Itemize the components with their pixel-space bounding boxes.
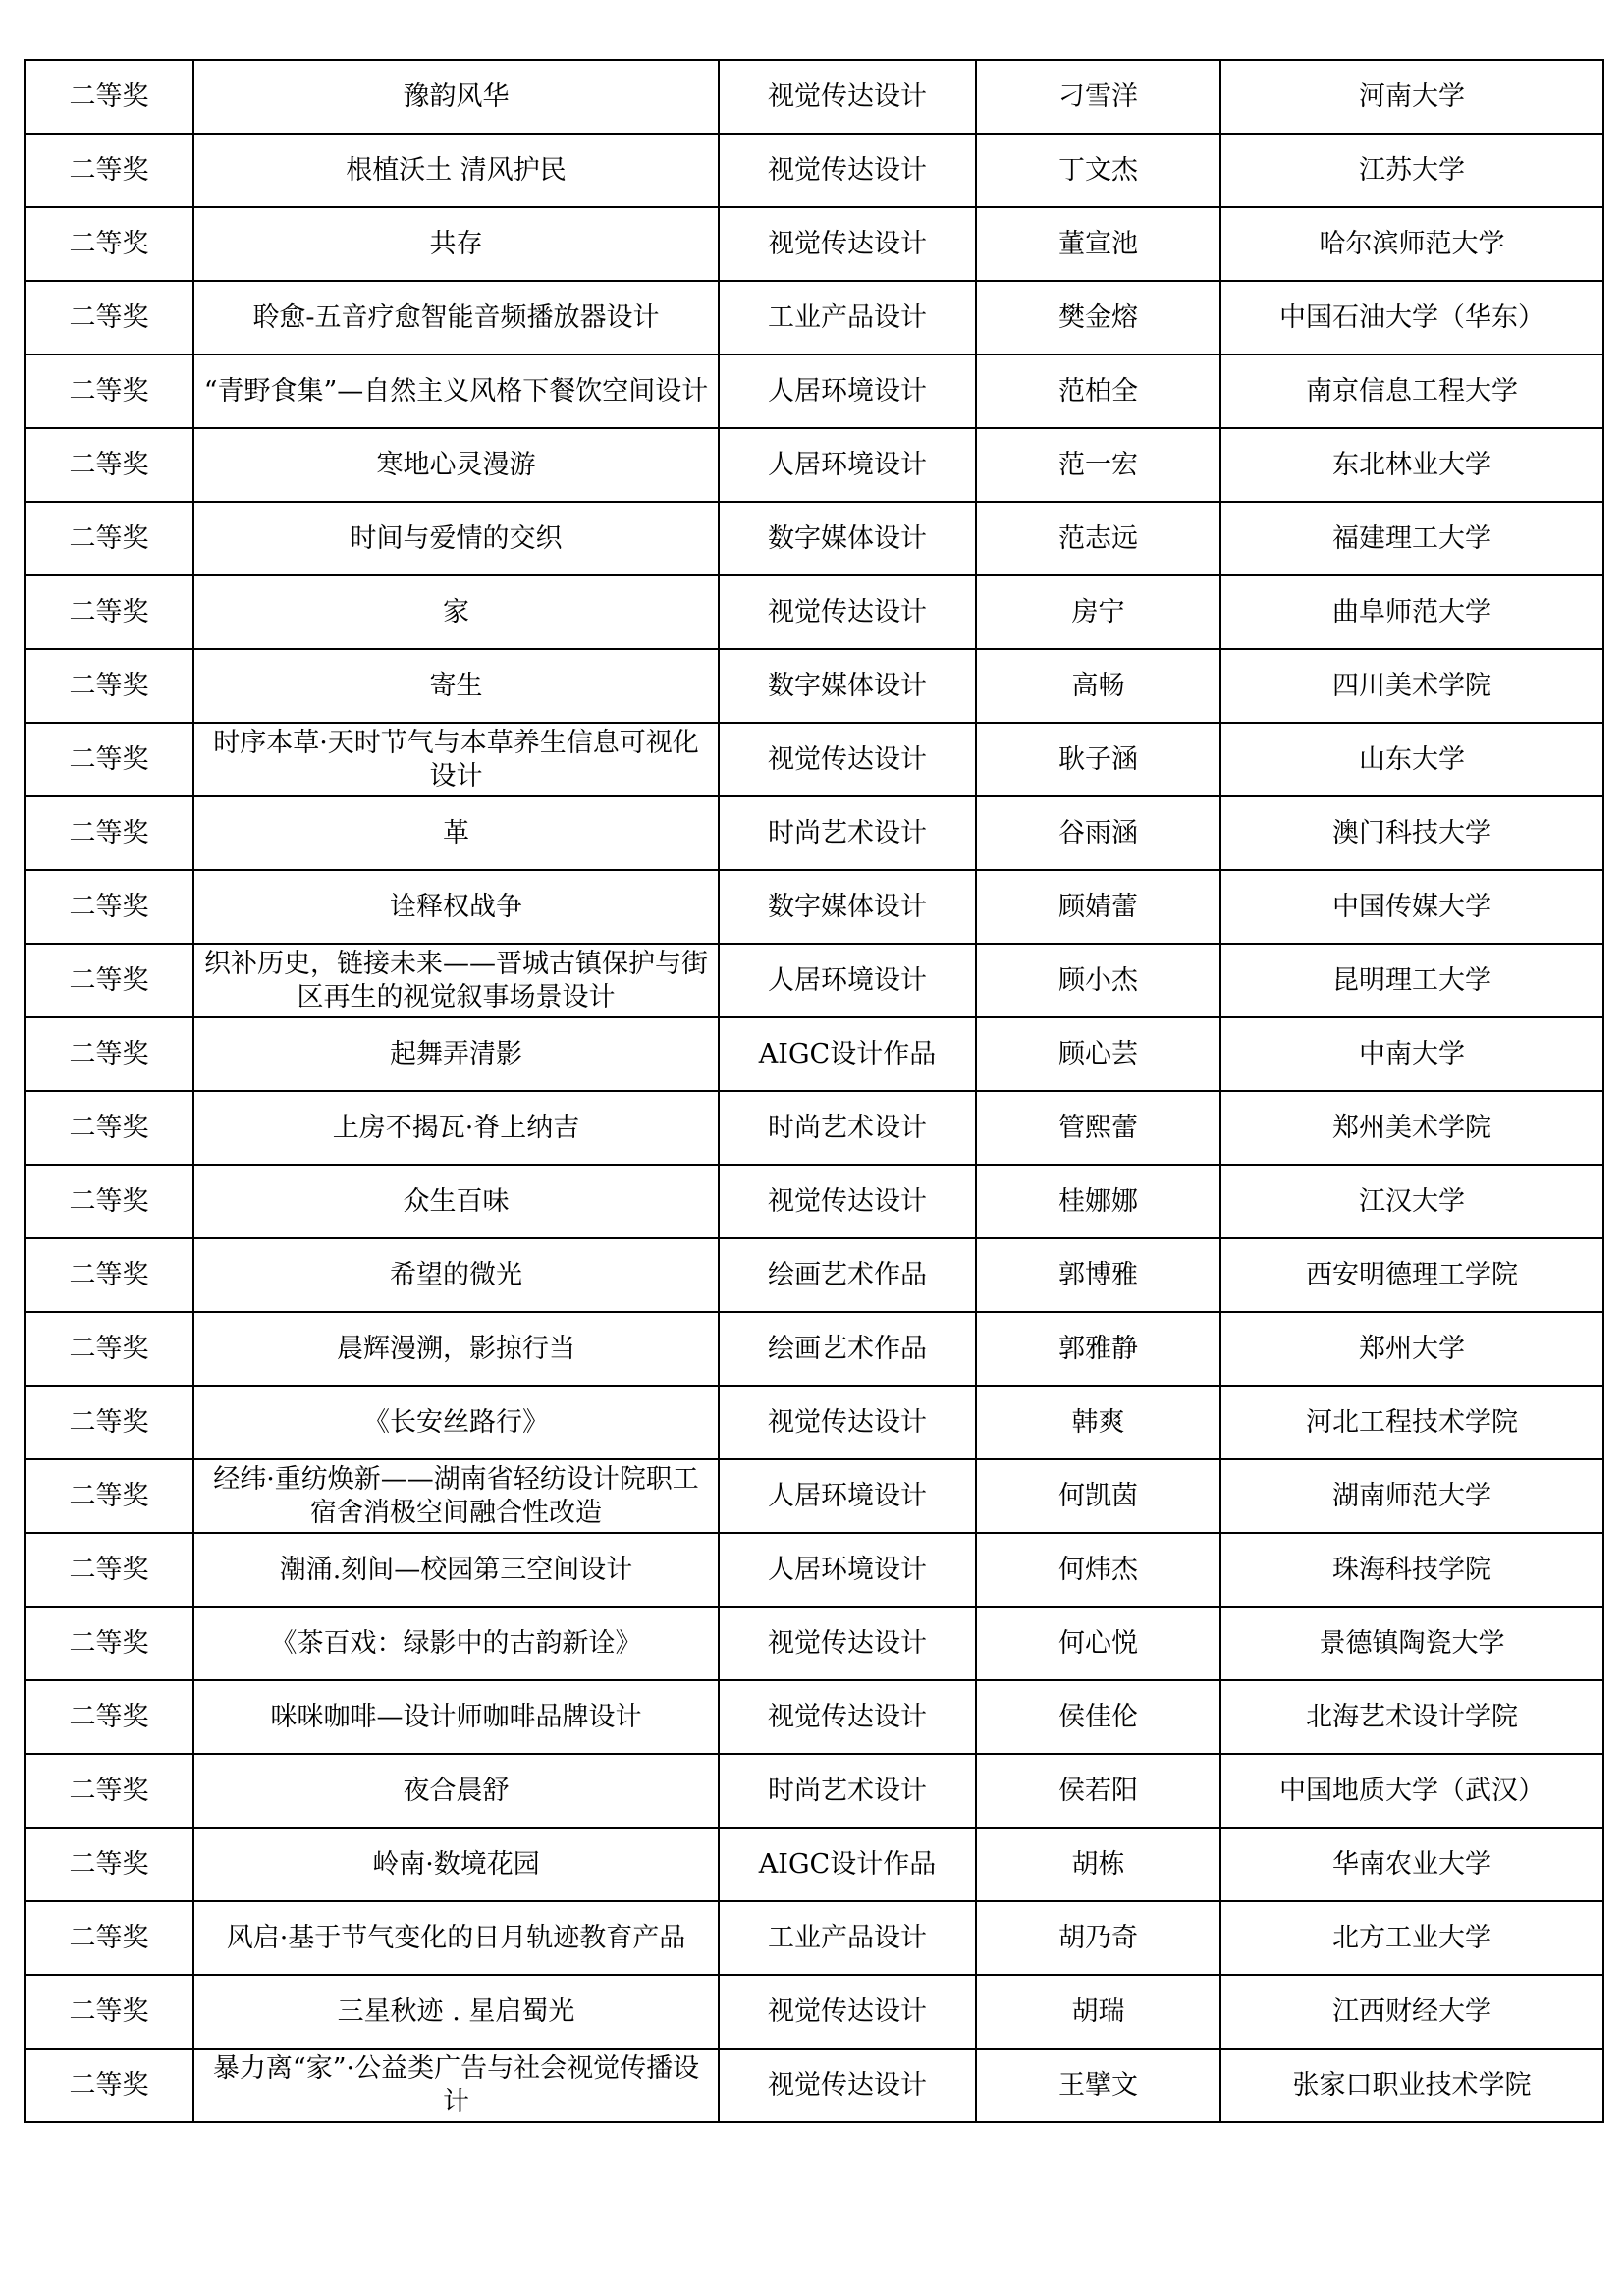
name-cell: 樊金熔	[976, 281, 1220, 355]
title-cell: 织补历史，链接未来——晋城古镇保护与街区再生的视觉叙事场景设计	[193, 944, 719, 1017]
school-cell: 曲阜师范大学	[1220, 575, 1603, 649]
name-cell: 房宁	[976, 575, 1220, 649]
award-cell: 二等奖	[25, 1091, 193, 1165]
table-row	[25, 355, 1603, 428]
award-cell: 二等奖	[25, 1607, 193, 1680]
category-cell: 视觉传达设计	[719, 1165, 976, 1238]
school-cell: 张家口职业技术学院	[1220, 2049, 1603, 2122]
name-cell: 王擘文	[976, 2049, 1220, 2122]
name-cell: 耿子涵	[976, 723, 1220, 796]
name-cell: 胡瑞	[976, 1975, 1220, 2049]
title-cell: 风启·基于节气变化的日月轨迹教育产品	[193, 1901, 719, 1975]
category-cell: 视觉传达设计	[719, 575, 976, 649]
title-cell: 豫韵风华	[193, 60, 719, 134]
name-cell: 管熙蕾	[976, 1091, 1220, 1165]
title-cell: 聆愈-五音疗愈智能音频播放器设计	[193, 281, 719, 355]
school-cell: 中国石油大学（华东）	[1220, 281, 1603, 355]
table-row	[25, 502, 1603, 575]
title-cell: 三星秋迹 . 星启蜀光	[193, 1975, 719, 2049]
award-cell: 二等奖	[25, 1975, 193, 2049]
name-cell: 何炜杰	[976, 1533, 1220, 1607]
award-cell: 二等奖	[25, 575, 193, 649]
awards-table-body	[25, 60, 1603, 2122]
title-cell: 革	[193, 796, 719, 870]
award-cell: 二等奖	[25, 1017, 193, 1091]
name-cell: 丁文杰	[976, 134, 1220, 207]
table-row	[25, 1165, 1603, 1238]
category-cell: 视觉传达设计	[719, 1680, 976, 1754]
title-cell: 希望的微光	[193, 1238, 719, 1312]
category-cell: AIGC设计作品	[719, 1828, 976, 1901]
category-cell: 人居环境设计	[719, 1533, 976, 1607]
school-cell: 哈尔滨师范大学	[1220, 207, 1603, 281]
table-row	[25, 1533, 1603, 1607]
school-cell: 华南农业大学	[1220, 1828, 1603, 1901]
table-row	[25, 723, 1603, 796]
title-cell: 诠释权战争	[193, 870, 719, 944]
name-cell: 高畅	[976, 649, 1220, 723]
table-row	[25, 207, 1603, 281]
table-row	[25, 649, 1603, 723]
award-cell: 二等奖	[25, 723, 193, 796]
school-cell: 珠海科技学院	[1220, 1533, 1603, 1607]
title-cell: 根植沃土 清风护民	[193, 134, 719, 207]
school-cell: 澳门科技大学	[1220, 796, 1603, 870]
title-cell: “青野食集”—自然主义风格下餐饮空间设计	[193, 355, 719, 428]
category-cell: 人居环境设计	[719, 944, 976, 1017]
award-cell: 二等奖	[25, 649, 193, 723]
title-cell: 共存	[193, 207, 719, 281]
name-cell: 谷雨涵	[976, 796, 1220, 870]
category-cell: 视觉传达设计	[719, 1386, 976, 1459]
name-cell: 董宣池	[976, 207, 1220, 281]
name-cell: 胡栋	[976, 1828, 1220, 1901]
table-row	[25, 1828, 1603, 1901]
award-cell: 二等奖	[25, 281, 193, 355]
title-cell: 暴力离“家”·公益类广告与社会视觉传播设计	[193, 2049, 719, 2122]
school-cell: 河北工程技术学院	[1220, 1386, 1603, 1459]
school-cell: 河南大学	[1220, 60, 1603, 134]
school-cell: 郑州大学	[1220, 1312, 1603, 1386]
title-cell: 经纬·重纺焕新——湖南省轻纺设计院职工宿舍消极空间融合性改造	[193, 1459, 719, 1533]
title-cell: 家	[193, 575, 719, 649]
table-row	[25, 1754, 1603, 1828]
title-cell: 众生百味	[193, 1165, 719, 1238]
category-cell: 数字媒体设计	[719, 649, 976, 723]
category-cell: 绘画艺术作品	[719, 1238, 976, 1312]
award-cell: 二等奖	[25, 428, 193, 502]
title-cell: 上房不揭瓦·脊上纳吉	[193, 1091, 719, 1165]
award-cell: 二等奖	[25, 1533, 193, 1607]
award-cell: 二等奖	[25, 1901, 193, 1975]
category-cell: 视觉传达设计	[719, 1607, 976, 1680]
name-cell: 顾小杰	[976, 944, 1220, 1017]
award-cell: 二等奖	[25, 355, 193, 428]
award-cell: 二等奖	[25, 1828, 193, 1901]
school-cell: 中国传媒大学	[1220, 870, 1603, 944]
name-cell: 何心悦	[976, 1607, 1220, 1680]
table-row	[25, 2049, 1603, 2122]
school-cell: 昆明理工大学	[1220, 944, 1603, 1017]
table-row	[25, 1607, 1603, 1680]
table-row	[25, 1017, 1603, 1091]
table-row	[25, 796, 1603, 870]
table-row	[25, 1238, 1603, 1312]
title-cell: 《长安丝路行》	[193, 1386, 719, 1459]
table-row	[25, 575, 1603, 649]
table-row	[25, 1386, 1603, 1459]
name-cell: 韩爽	[976, 1386, 1220, 1459]
name-cell: 刁雪洋	[976, 60, 1220, 134]
award-cell: 二等奖	[25, 1459, 193, 1533]
award-cell: 二等奖	[25, 2049, 193, 2122]
category-cell: 视觉传达设计	[719, 723, 976, 796]
name-cell: 胡乃奇	[976, 1901, 1220, 1975]
award-cell: 二等奖	[25, 1238, 193, 1312]
title-cell: 寒地心灵漫游	[193, 428, 719, 502]
school-cell: 江苏大学	[1220, 134, 1603, 207]
name-cell: 何凯茵	[976, 1459, 1220, 1533]
award-cell: 二等奖	[25, 870, 193, 944]
table-row	[25, 870, 1603, 944]
name-cell: 桂娜娜	[976, 1165, 1220, 1238]
table-row	[25, 1312, 1603, 1386]
title-cell: 寄生	[193, 649, 719, 723]
title-cell: 岭南·数境花园	[193, 1828, 719, 1901]
name-cell: 郭雅静	[976, 1312, 1220, 1386]
name-cell: 范柏全	[976, 355, 1220, 428]
category-cell: 人居环境设计	[719, 428, 976, 502]
school-cell: 山东大学	[1220, 723, 1603, 796]
award-cell: 二等奖	[25, 1312, 193, 1386]
category-cell: 视觉传达设计	[719, 207, 976, 281]
award-cell: 二等奖	[25, 1165, 193, 1238]
table-row	[25, 1091, 1603, 1165]
school-cell: 西安明德理工学院	[1220, 1238, 1603, 1312]
title-cell: 起舞弄清影	[193, 1017, 719, 1091]
category-cell: 绘画艺术作品	[719, 1312, 976, 1386]
school-cell: 江汉大学	[1220, 1165, 1603, 1238]
category-cell: 视觉传达设计	[719, 1975, 976, 2049]
award-cell: 二等奖	[25, 502, 193, 575]
category-cell: 人居环境设计	[719, 355, 976, 428]
title-cell: 《茶百戏：绿影中的古韵新诠》	[193, 1607, 719, 1680]
name-cell: 侯佳伦	[976, 1680, 1220, 1754]
table-row	[25, 944, 1603, 1017]
award-cell: 二等奖	[25, 796, 193, 870]
school-cell: 江西财经大学	[1220, 1975, 1603, 2049]
award-cell: 二等奖	[25, 1386, 193, 1459]
school-cell: 北方工业大学	[1220, 1901, 1603, 1975]
award-cell: 二等奖	[25, 207, 193, 281]
school-cell: 北海艺术设计学院	[1220, 1680, 1603, 1754]
category-cell: 工业产品设计	[719, 1901, 976, 1975]
school-cell: 湖南师范大学	[1220, 1459, 1603, 1533]
title-cell: 咪咪咖啡—设计师咖啡品牌设计	[193, 1680, 719, 1754]
school-cell: 中南大学	[1220, 1017, 1603, 1091]
category-cell: 时尚艺术设计	[719, 796, 976, 870]
school-cell: 中国地质大学（武汉）	[1220, 1754, 1603, 1828]
school-cell: 郑州美术学院	[1220, 1091, 1603, 1165]
school-cell: 四川美术学院	[1220, 649, 1603, 723]
table-row	[25, 281, 1603, 355]
table-row	[25, 134, 1603, 207]
school-cell: 东北林业大学	[1220, 428, 1603, 502]
category-cell: 工业产品设计	[719, 281, 976, 355]
category-cell: AIGC设计作品	[719, 1017, 976, 1091]
table-row	[25, 1680, 1603, 1754]
table-row	[25, 1975, 1603, 2049]
category-cell: 视觉传达设计	[719, 2049, 976, 2122]
category-cell: 时尚艺术设计	[719, 1754, 976, 1828]
category-cell: 数字媒体设计	[719, 870, 976, 944]
title-cell: 晨辉漫溯，影掠行当	[193, 1312, 719, 1386]
table-row	[25, 1459, 1603, 1533]
award-cell: 二等奖	[25, 1680, 193, 1754]
title-cell: 时序本草·天时节气与本草养生信息可视化设计	[193, 723, 719, 796]
name-cell: 郭博雅	[976, 1238, 1220, 1312]
category-cell: 视觉传达设计	[719, 60, 976, 134]
school-cell: 景德镇陶瓷大学	[1220, 1607, 1603, 1680]
award-cell: 二等奖	[25, 134, 193, 207]
name-cell: 侯若阳	[976, 1754, 1220, 1828]
name-cell: 顾婧蕾	[976, 870, 1220, 944]
award-cell: 二等奖	[25, 60, 193, 134]
table-row	[25, 1901, 1603, 1975]
title-cell: 潮涌.刻间—校园第三空间设计	[193, 1533, 719, 1607]
name-cell: 范一宏	[976, 428, 1220, 502]
name-cell: 范志远	[976, 502, 1220, 575]
category-cell: 时尚艺术设计	[719, 1091, 976, 1165]
category-cell: 数字媒体设计	[719, 502, 976, 575]
award-cell: 二等奖	[25, 944, 193, 1017]
school-cell: 南京信息工程大学	[1220, 355, 1603, 428]
category-cell: 视觉传达设计	[719, 134, 976, 207]
name-cell: 顾心芸	[976, 1017, 1220, 1091]
school-cell: 福建理工大学	[1220, 502, 1603, 575]
award-cell: 二等奖	[25, 1754, 193, 1828]
awards-table	[24, 59, 1604, 2123]
category-cell: 人居环境设计	[719, 1459, 976, 1533]
title-cell: 夜合晨舒	[193, 1754, 719, 1828]
table-row	[25, 428, 1603, 502]
title-cell: 时间与爱情的交织	[193, 502, 719, 575]
table-row	[25, 60, 1603, 134]
